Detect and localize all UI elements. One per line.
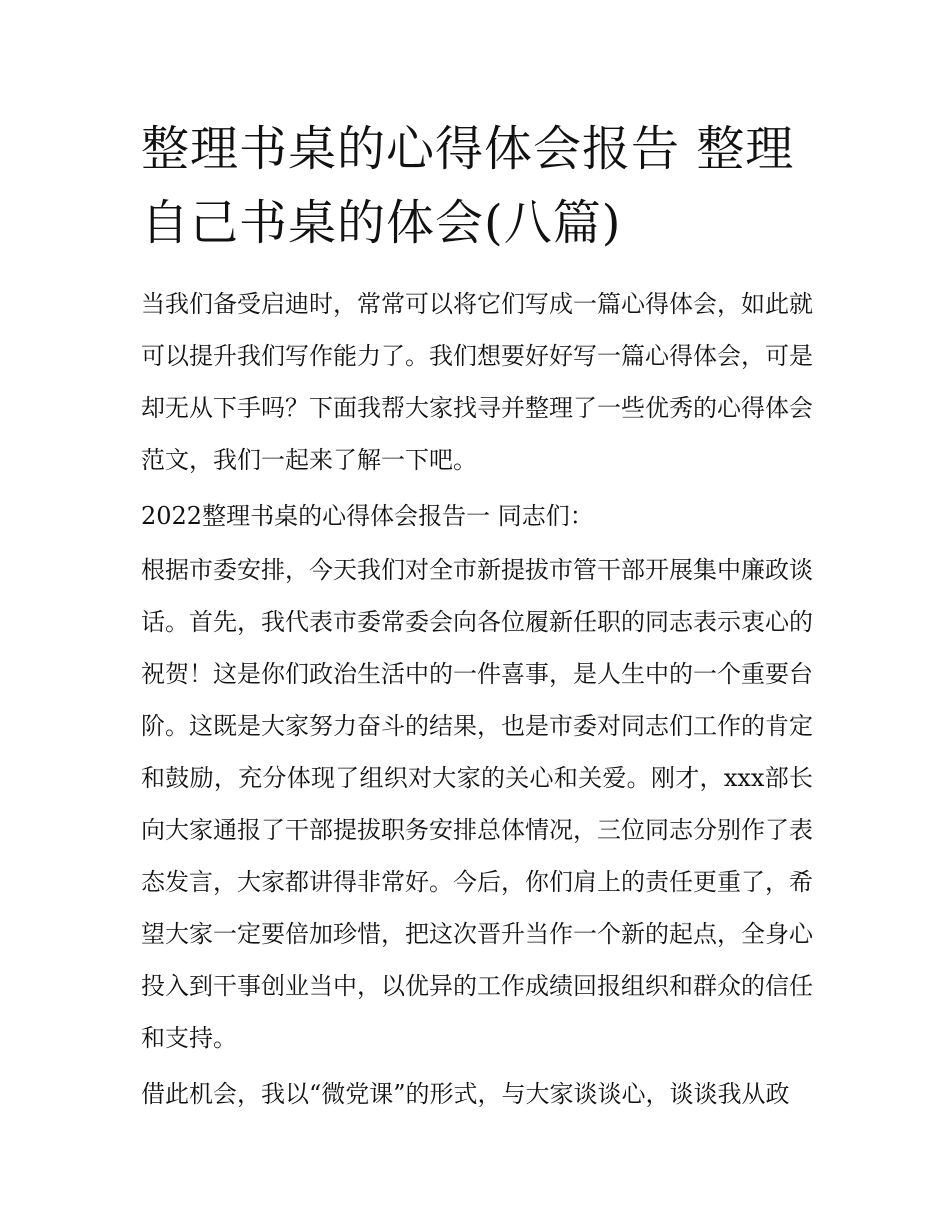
document-title: 整理书桌的心得体会报告 整理自己书桌的体会(八篇) [141, 121, 795, 251]
body-paragraph: 根据市委安排，今天我们对全市新提拔市管干部开展集中廉政谈话。首先，我代表市委常委会向各位履新任职的同志表示衷心的祝贺！这是你们政治生活中的一件喜事，是人生中的一个重要台阶。这既是大家努力奋斗的结果，也是市委对同志们工作的肯定和鼓励，充分体现了组织对大家的关心和关爱。刚才，xxx部长向大家通报了干部提拔职务安排总体情况，三位同志分别作了表态发言，大家都讲得非常好。今后，你们肩上的责任更重了，希望大家一定要倍加珍惜，把这次晋升当作一个新的起点，全身心投入到干事创业当中，以优异的工作成绩回报组织和群众的信任和支持。 [141, 556, 813, 1052]
body-paragraph-continued: 借此机会，我以“微党课”的形式，与大家谈谈心，谈谈我从政 [141, 1080, 790, 1108]
document-page [141, 112, 813, 1124]
section-heading: 2022整理书桌的心得体会报告一 同志们： [141, 502, 594, 530]
intro-paragraph: 当我们备受启迪时，常常可以将它们写成一篇心得体会，如此就可以提升我们写作能力了。我们想要好好写一篇心得体会，可是却无从下手吗？下面我帮大家找寻并整理了一些优秀的心得体会范文，我们一起来了解一下吧。 [141, 290, 813, 474]
